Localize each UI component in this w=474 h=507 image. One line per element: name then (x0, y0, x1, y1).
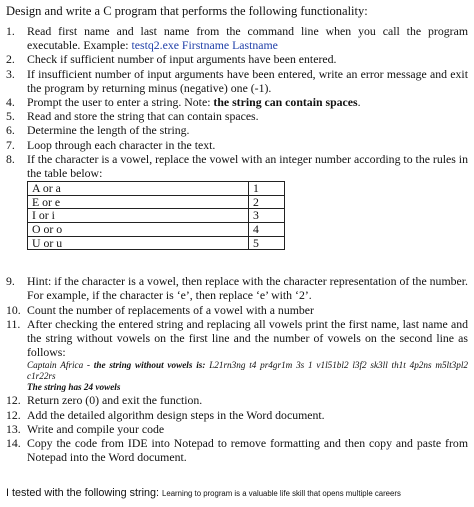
step-text: Return zero (0) and exit the function. (27, 393, 203, 408)
step-text: Read and store the string that can contain spaces. (27, 109, 259, 124)
sample-string: L21rn3ng t4 pr4gr1m 3s 1 v1l51bl2 l3f2 sk3ll th1t 4p2ns m5lt3pl2 c1r22rs (27, 360, 468, 382)
step-text: Read first name and last name from the command line when you call the program executable. Example: (27, 24, 468, 53)
sample-line-1 (27, 360, 468, 382)
list-item (6, 123, 468, 137)
example-command: testq2.exe Firstname Lastname (131, 38, 278, 53)
step-number: 11. (6, 316, 21, 331)
table-row (28, 195, 285, 209)
table-row (28, 209, 285, 223)
step-text: Check if sufficient number of input arguments have been entered. (27, 52, 337, 67)
list-item (6, 152, 468, 274)
list-item (6, 52, 468, 66)
step-number: 8. (6, 151, 15, 166)
step-text: Determine the length of the string. (27, 123, 190, 138)
step-text: Copy the code from IDE into Notepad to remove formatting and then copy and paste from Notepad into the Word document. (27, 436, 468, 465)
step-text: Write and compile your code (27, 421, 165, 436)
step-number: 12. (6, 393, 21, 408)
table-row (28, 223, 285, 237)
vowel-cell: A or a (28, 182, 249, 196)
list-item (6, 393, 468, 407)
tested-string-prefix: I tested with the following string: (6, 487, 163, 499)
list-item (6, 422, 468, 436)
sample-output (27, 360, 468, 393)
step-text: Hint: if the character is a vowel, then replace with the character representation of the number. For example, if the character is ‘e’, then replace ‘e’ with ‘2’. (27, 274, 468, 303)
number-cell: 5 (249, 236, 285, 250)
step-number: 12. (6, 407, 21, 422)
list-item (6, 67, 468, 95)
step-text: Add the detailed algorithm design steps in the Word document. (27, 407, 325, 422)
step-text: After checking the entered string and replacing all vowels print the first name, last name and the string without vowels on the first line and the number of vowels on the second line as follows: (27, 316, 468, 360)
list-item (6, 317, 468, 394)
list-item (6, 274, 468, 302)
step-number: 7. (6, 137, 15, 152)
number-cell: 3 (249, 209, 285, 223)
list-item (6, 109, 468, 123)
step-number: 9. (6, 274, 15, 289)
sample-line-2: The string has 24 vowels (27, 382, 121, 393)
step-text-end: . (357, 95, 361, 110)
step-text: Loop through each character in the text. (27, 137, 216, 152)
step-text: If insufficient number of input arguments have been entered, write an error message and exit the program by returning minus (negative) one (-1). (27, 66, 468, 95)
step-number: 10. (6, 302, 21, 317)
step-text: Prompt the user to enter a string. Note: (27, 95, 214, 110)
list-item (6, 436, 468, 464)
vowel-table (27, 181, 285, 250)
sample-name: Captain Africa (27, 360, 84, 371)
list-item (6, 138, 468, 152)
step-number: 5. (6, 109, 15, 124)
step-number: 1. (6, 24, 15, 38)
step-number: 13. (6, 421, 21, 436)
number-cell: 2 (249, 195, 285, 209)
list-item (6, 303, 468, 317)
step-number: 2. (6, 52, 15, 67)
step-note-bold: the string can contain spaces (213, 95, 358, 110)
list-item (6, 95, 468, 109)
step-number: 4. (6, 95, 15, 110)
vowel-cell: E or e (28, 195, 249, 209)
sample-separator: - the string without vowels is: (83, 360, 210, 371)
table-row (28, 182, 285, 196)
number-cell: 1 (249, 182, 285, 196)
step-text: Count the number of replacements of a vowel with a number (27, 302, 314, 317)
number-cell: 4 (249, 223, 285, 237)
step-number: 6. (6, 123, 15, 138)
list-item (6, 408, 468, 422)
tested-string-note (6, 487, 401, 499)
document-title: Design and write a C program that performs the following functionality: (6, 4, 368, 18)
vowel-cell: O or o (28, 223, 249, 237)
list-item (6, 24, 468, 52)
vowel-cell: U or u (28, 236, 249, 250)
vowel-cell: I or i (28, 209, 249, 223)
step-text: If the character is a vowel, replace the vowel with an integer number according to the rules in the table below: (27, 151, 468, 181)
table-row (28, 236, 285, 250)
step-number: 14. (6, 436, 21, 451)
tested-string: Learning to program is a valuable life skill that opens multiple careers (162, 489, 401, 498)
step-number: 3. (6, 66, 15, 81)
instruction-list (6, 24, 468, 464)
